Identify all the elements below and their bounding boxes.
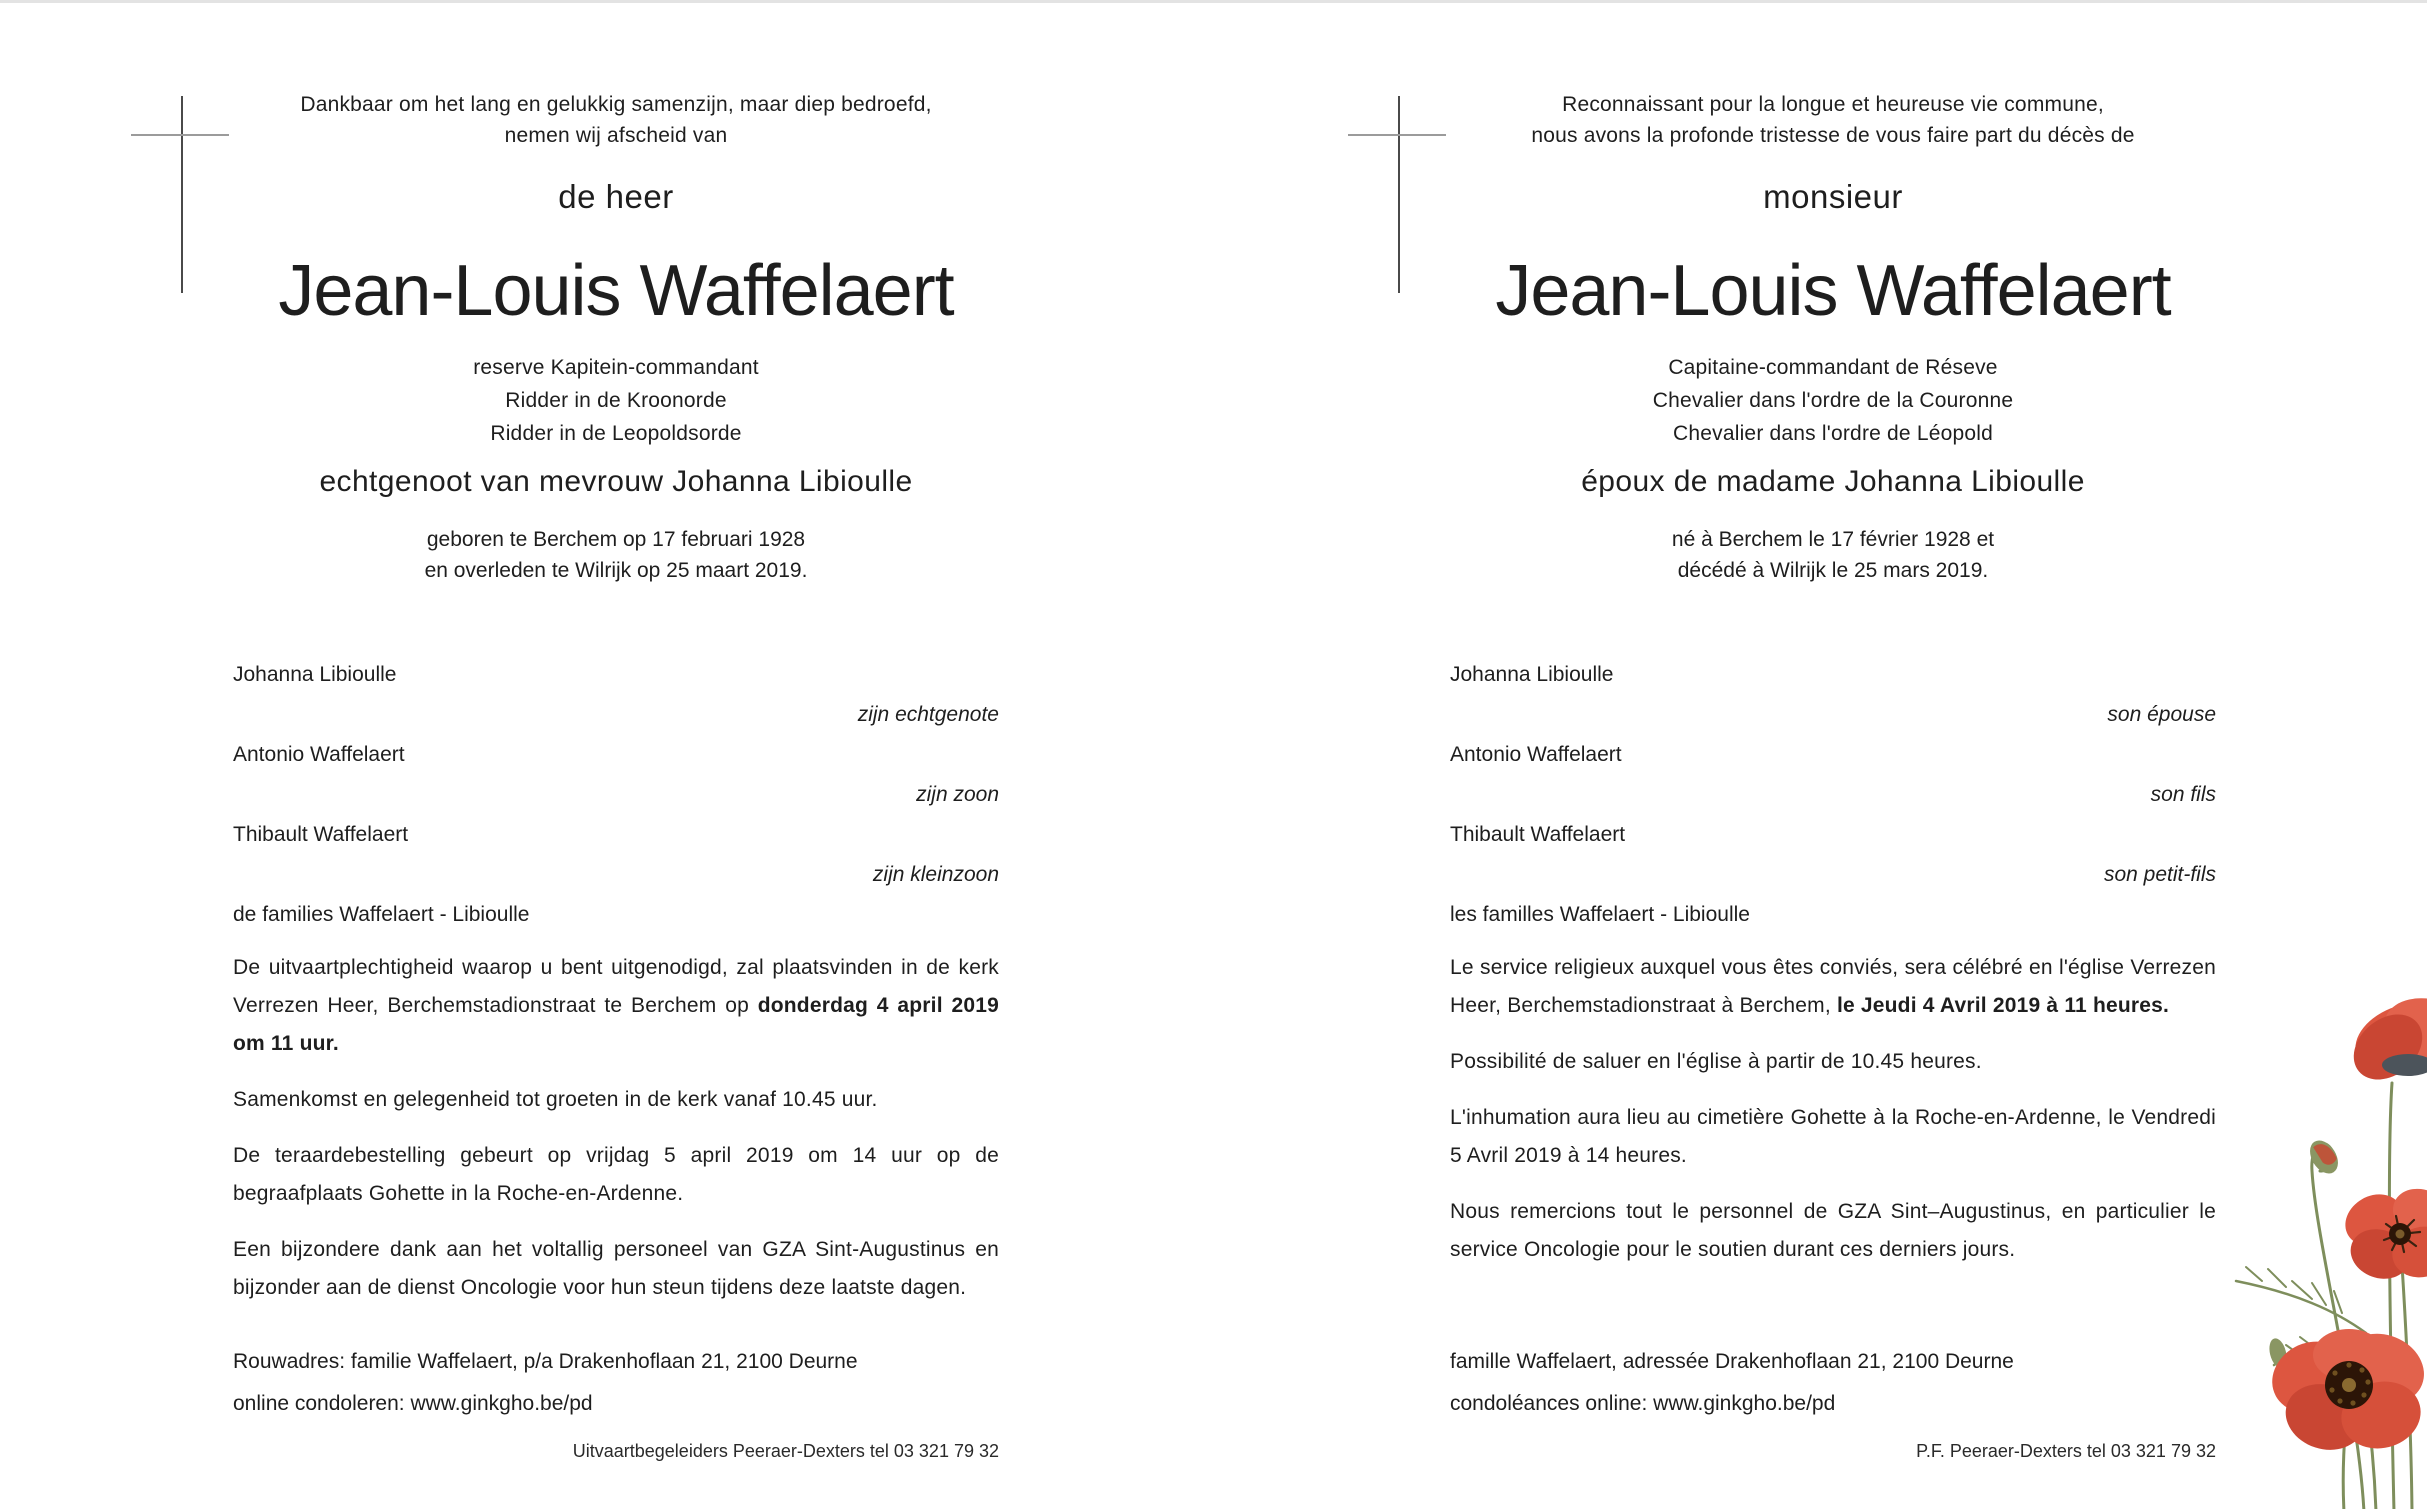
dutch-header: [233, 3, 999, 586]
family-member-relation: son petit-fils: [2103, 863, 2216, 886]
french-column: [1450, 3, 2216, 1509]
family-member-relation: son fils: [2150, 783, 2216, 806]
funeral-director-footer: P.F. Peeraer-Dexters tel 03 321 79 32: [1916, 1441, 2216, 1461]
service-paragraph: [233, 949, 999, 1063]
dutch-column: [233, 3, 999, 1509]
cross-vertical-line: [181, 96, 183, 293]
mourning-address: [1450, 1341, 2216, 1425]
service-paragraph: [1450, 949, 2216, 1025]
family-member-relation: zijn kleinzoon: [872, 863, 999, 886]
spouse-line: époux de madame Johanna Libioulle: [1581, 465, 2085, 498]
family-member-name: Antonio Waffelaert: [233, 743, 405, 766]
honor-line: Chevalier dans l'ordre de la Couronne: [1652, 389, 2014, 412]
honor-line: Ridder in de Leopoldsorde: [490, 422, 742, 445]
born-line: geboren te Berchem op 17 februari 1928: [426, 528, 806, 551]
born-line: né à Berchem le 17 février 1928 et: [1671, 528, 1995, 551]
address-line: famille Waffelaert, adressée Drakenhoflaan 21, 2100 Deurne: [1450, 1350, 2014, 1373]
family-member-relation: zijn zoon: [916, 783, 999, 806]
salutation: de heer: [558, 178, 674, 215]
cross-vertical-line: [1398, 96, 1400, 293]
condolence-link-line: condoléances online: www.ginkgho.be/pd: [1450, 1392, 1836, 1415]
died-line: décédé à Wilrijk le 25 mars 2019.: [1677, 559, 1989, 582]
died-line: en overleden te Wilrijk op 25 maart 2019.: [424, 559, 808, 582]
honor-line: Capitaine-commandant de Réseve: [1668, 356, 1998, 379]
french-header: [1450, 3, 2216, 586]
service-paragraph-text: Le service religieux auxquel vous êtes conviés, sera célébré en l'église Verrezen Heer, Berchemstadionstraat à Berchem,: [1450, 956, 2216, 1017]
greeting-paragraph: Samenkomst en gelegenheid tot groeten in de kerk vanaf 10.45 uur.: [233, 1088, 878, 1111]
intro-line2: nemen wij afscheid van: [504, 124, 728, 147]
ceremony-details: [233, 949, 999, 1325]
deceased-name: Jean-Louis Waffelaert: [278, 251, 954, 331]
family-member-relation: son épouse: [2107, 703, 2216, 726]
memorial-cross-icon: [1348, 96, 1458, 306]
intro-line1: Reconnaissant pour la longue et heureuse vie commune,: [1562, 93, 2104, 116]
burial-paragraph: L'inhumation aura lieu au cimetière Gohette à la Roche-en-Ardenne, le Vendredi 5 Avril 2019 à 14 heures.: [1450, 1106, 2216, 1167]
memorial-cross-icon: [131, 96, 241, 306]
burial-paragraph: De teraardebestelling gebeurt op vrijdag 5 april 2019 om 14 uur op de begraafplaats Gohette in la Roche-en-Ardenne.: [233, 1144, 999, 1205]
salutation: monsieur: [1763, 178, 1903, 215]
birth-death-dates: [1450, 524, 2216, 586]
honor-line: Chevalier dans l'ordre de Léopold: [1673, 422, 1993, 445]
family-member-name: Johanna Libioulle: [1450, 663, 1614, 686]
family-member-relation: zijn echtgenote: [857, 703, 999, 726]
thanks-paragraph: Nous remercions tout le personnel de GZA Sint–Augustinus, en particulier le service Oncologie pour le soutien durant ces derniers jours.: [1450, 1200, 2216, 1261]
ceremony-details: [1450, 949, 2216, 1287]
intro-line2: nous avons la profonde tristesse de vous faire part du décès de: [1531, 124, 2135, 147]
cross-horizontal-line: [1348, 134, 1446, 136]
funeral-director-footer: Uitvaartbegeleiders Peeraer-Dexters tel 03 321 79 32: [572, 1441, 999, 1461]
intro-line1: Dankbaar om het lang en gelukkig samenzijn, maar diep bedroefd,: [300, 93, 932, 116]
thanks-paragraph: Een bijzondere dank aan het voltallig personeel van GZA Sint-Augustinus en bijzonder aan de dienst Oncologie voor hun steun tijdens deze laatste dagen.: [233, 1238, 999, 1299]
deceased-name: Jean-Louis Waffelaert: [1495, 251, 2171, 331]
honor-line: reserve Kapitein-commandant: [473, 356, 759, 379]
family-list: [233, 655, 999, 935]
intro-text: [1450, 89, 2216, 151]
service-paragraph-text: De uitvaartplechtigheid waarop u bent uitgenodigd, zal plaatsvinden in de kerk Verrezen Heer, Berchemstadionstraat te Berchem op: [233, 956, 999, 1017]
mourning-address: [233, 1341, 999, 1425]
service-date-bold: donderdag 4 april 2019 om 11 uur.: [233, 994, 999, 1055]
family-member-name: Antonio Waffelaert: [1450, 743, 1622, 766]
intro-text: [233, 89, 999, 151]
family-list: [1450, 655, 2216, 935]
family-closing-line: les familles Waffelaert - Libioulle: [1450, 903, 1750, 926]
address-line: Rouwadres: familie Waffelaert, p/a Drakenhoflaan 21, 2100 Deurne: [233, 1350, 858, 1373]
family-member-name: Johanna Libioulle: [233, 663, 397, 686]
birth-death-dates: [233, 524, 999, 586]
family-member-name: Thibault Waffelaert: [1450, 823, 1626, 846]
family-closing-line: de families Waffelaert - Libioulle: [233, 903, 530, 926]
greeting-paragraph: Possibilité de saluer en l'église à partir de 10.45 heures.: [1450, 1050, 1982, 1073]
condolence-link-line: online condoleren: www.ginkgho.be/pd: [233, 1392, 593, 1415]
family-member-name: Thibault Waffelaert: [233, 823, 409, 846]
poppy-flowers-illustration: [2216, 981, 2427, 1509]
cross-horizontal-line: [131, 134, 229, 136]
honor-line: Ridder in de Kroonorde: [505, 389, 727, 412]
service-date-bold: le Jeudi 4 Avril 2019 à 11 heures.: [1836, 994, 2170, 1017]
spouse-line: echtgenoot van mevrouw Johanna Libioulle: [319, 465, 913, 498]
